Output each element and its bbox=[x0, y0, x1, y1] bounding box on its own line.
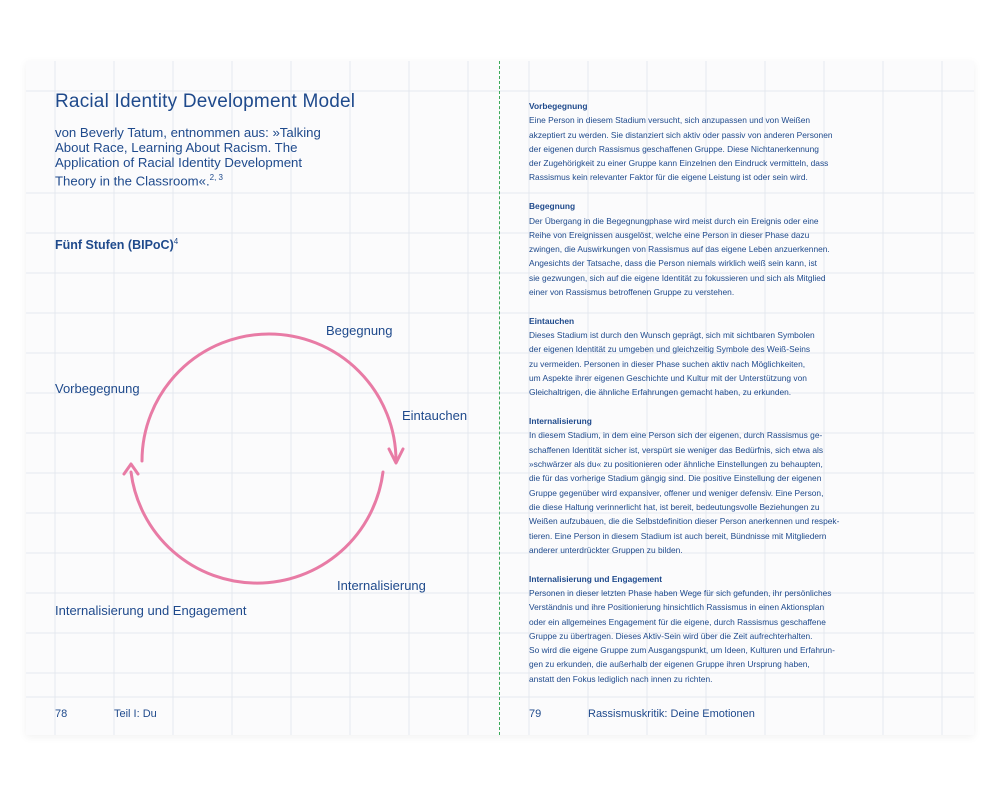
body-line: gen zu erkunden, die außerhalb der eigenen Gruppe ihren Ursprung haben, bbox=[529, 659, 810, 670]
section-internalisierung-engagement bbox=[529, 572, 944, 686]
stages-heading-text: Fünf Stufen (BIPoC) bbox=[55, 238, 174, 253]
label-vorbegegnung: Vorbegegnung bbox=[55, 381, 140, 396]
page-title: Racial Identity Development Model bbox=[55, 91, 356, 112]
book-spread bbox=[26, 61, 974, 735]
stages-heading bbox=[55, 237, 178, 252]
page-number: 79 bbox=[529, 708, 542, 720]
body-line: der eigenen Identität zu umgeben und gleichzeitig Symbole des Weiß-Seins bbox=[529, 344, 811, 355]
footnote-ref: 4 bbox=[173, 237, 179, 246]
body-line: Weißen aufzubauen, die die Selbstdefinition dieser Person anerkennen und respek- bbox=[529, 516, 840, 527]
citation-line-text: Theory in the Classroom«. bbox=[55, 173, 210, 189]
body-line: Dieses Stadium ist durch den Wunsch geprägt, sich mit sichtbaren Symbolen bbox=[529, 330, 815, 341]
label-begegnung: Begegnung bbox=[326, 323, 393, 338]
body-line: sie gezwungen, sich auf die eigene Identität zu fokussieren und sich als Mitglied bbox=[529, 272, 826, 283]
body-line: Der Übergang in die Begegnungphase wird meist durch ein Ereignis oder eine bbox=[529, 215, 819, 226]
label-internalisierung: Internalisierung bbox=[337, 578, 426, 593]
citation-line: von Beverly Tatum, entnommen aus: »Talking bbox=[55, 125, 321, 140]
body-line: Rassismus kein relevanter Faktor für die eigene Leistung ist oder sein wird. bbox=[529, 172, 808, 183]
left-page bbox=[26, 61, 499, 735]
cycle-arrowhead-left bbox=[124, 464, 138, 474]
body-line: der Zugehörigkeit zu einer Gruppe kann Einzelnen den Eindruck vermitteln, dass bbox=[529, 158, 829, 169]
cycle-arc-upper bbox=[142, 334, 396, 461]
body-line: Reihe von Ereignissen ausgelöst, welche eine Person in dieser Phase dazu bbox=[529, 229, 810, 240]
body-line: schaffenen Identität sicher ist, verspürt sie weniger das Bedürfnis, sich etwa als bbox=[529, 444, 824, 455]
body-line: zu vermeiden. Personen in dieser Phase suchen aktiv nach Möglichkeiten, bbox=[529, 358, 806, 369]
body-line: oder ein allgemeines Engagement für die eigene, durch Rassismus geschaffene bbox=[529, 616, 826, 627]
page-number: 78 bbox=[55, 708, 68, 720]
body-line: der eigenen durch Rassismus geschaffenen Gruppe. Diese Nichtanerkennung bbox=[529, 143, 819, 154]
source-citation bbox=[55, 125, 355, 188]
label-eintauchen: Eintauchen bbox=[402, 408, 468, 423]
section-heading: Internalisierung und Engagement bbox=[529, 573, 663, 584]
stage-descriptions bbox=[529, 99, 944, 700]
body-line: Personen in dieser letzten Phase haben Wege für sich gefunden, ihr persönliches bbox=[529, 587, 832, 598]
section-vorbegegnung bbox=[529, 99, 944, 185]
section-heading: Internalisierung bbox=[529, 416, 592, 427]
body-line: Angesichts der Tatsache, dass die Person niemals wirklich weiß sein kann, ist bbox=[529, 258, 817, 269]
section-heading: Vorbegegnung bbox=[529, 101, 588, 111]
body-line: einer von Rassismus betroffenen Gruppe zu verstehen. bbox=[529, 287, 735, 298]
body-line: Gleichaltrigen, die ähnliche Erfahrungen gemacht haben, zu erkunden. bbox=[529, 387, 792, 398]
section-internalisierung bbox=[529, 414, 944, 557]
cycle-arrowhead-right bbox=[389, 449, 403, 463]
body-line: die diese Haltung verinnerlicht hat, ist bereit, bedeutungsvolle Beziehungen zu bbox=[529, 501, 820, 512]
body-line: Verständnis und ihre Positionierung hinsichtlich Rassismus in einen Aktionsplan bbox=[529, 602, 825, 613]
body-line: akzeptiert zu werden. Sie distanziert sich aktiv oder passiv von anderen Personen bbox=[529, 129, 833, 140]
section-begegnung bbox=[529, 199, 944, 299]
body-line: Eine Person in diesem Stadium versucht, sich anzupassen und von Weißen bbox=[529, 115, 811, 126]
body-line: So wird die eigene Gruppe zum Ausgangspunkt, um Ideen, Kulturen und Erfahrun- bbox=[529, 645, 835, 656]
body-line: die für das vorherige Stadium gängig sind. Die positive Einstellung der eigenen bbox=[529, 473, 822, 484]
body-line: »schwärzer als du« zu positionieren oder ähnliche Einstellungen zu behaupten, bbox=[529, 459, 823, 470]
running-footer: Rassismuskritik: Deine Emotionen bbox=[588, 708, 755, 720]
citation-line bbox=[55, 170, 355, 188]
body-line: anderer unterdrückter Gruppen zu bilden. bbox=[529, 544, 683, 555]
body-line: zwingen, die Auswirkungen von Rassismus auf das eigene Leben anzuerkennen. bbox=[529, 244, 830, 255]
body-line: tieren. Eine Person in diesem Stadium ist auch bereit, Bündnisse mit Mitgliedern bbox=[529, 530, 827, 541]
body-line: Gruppe gegenüber wird expansiver, offener und weniger defensiv. Eine Person, bbox=[529, 487, 824, 498]
body-line: anstatt den Fokus lediglich nach innen zu richten. bbox=[529, 673, 713, 684]
running-footer: Teil I: Du bbox=[114, 708, 157, 720]
cycle-arc-lower bbox=[131, 472, 383, 583]
right-page bbox=[500, 61, 974, 735]
body-line: um Aspekte ihrer eigenen Geschichte und Kultur mit der Unterstützung von bbox=[529, 373, 807, 384]
section-eintauchen bbox=[529, 314, 944, 400]
citation-line: Application of Racial Identity Development bbox=[55, 155, 303, 170]
citation-line: About Race, Learning About Racism. The bbox=[55, 140, 298, 155]
label-internalisierung-engagement: Internalisierung und Engagement bbox=[55, 603, 247, 618]
body-line: In diesem Stadium, in dem eine Person sich der eigenen, durch Rassismus ge- bbox=[529, 430, 823, 441]
body-line: Gruppe zu übertragen. Dieses Aktiv-Sein wird über die Zeit aufrechterhalten. bbox=[529, 630, 813, 641]
footnote-ref: 2, 3 bbox=[209, 173, 223, 182]
section-heading: Begegnung bbox=[529, 201, 576, 212]
section-heading: Eintauchen bbox=[529, 315, 575, 326]
